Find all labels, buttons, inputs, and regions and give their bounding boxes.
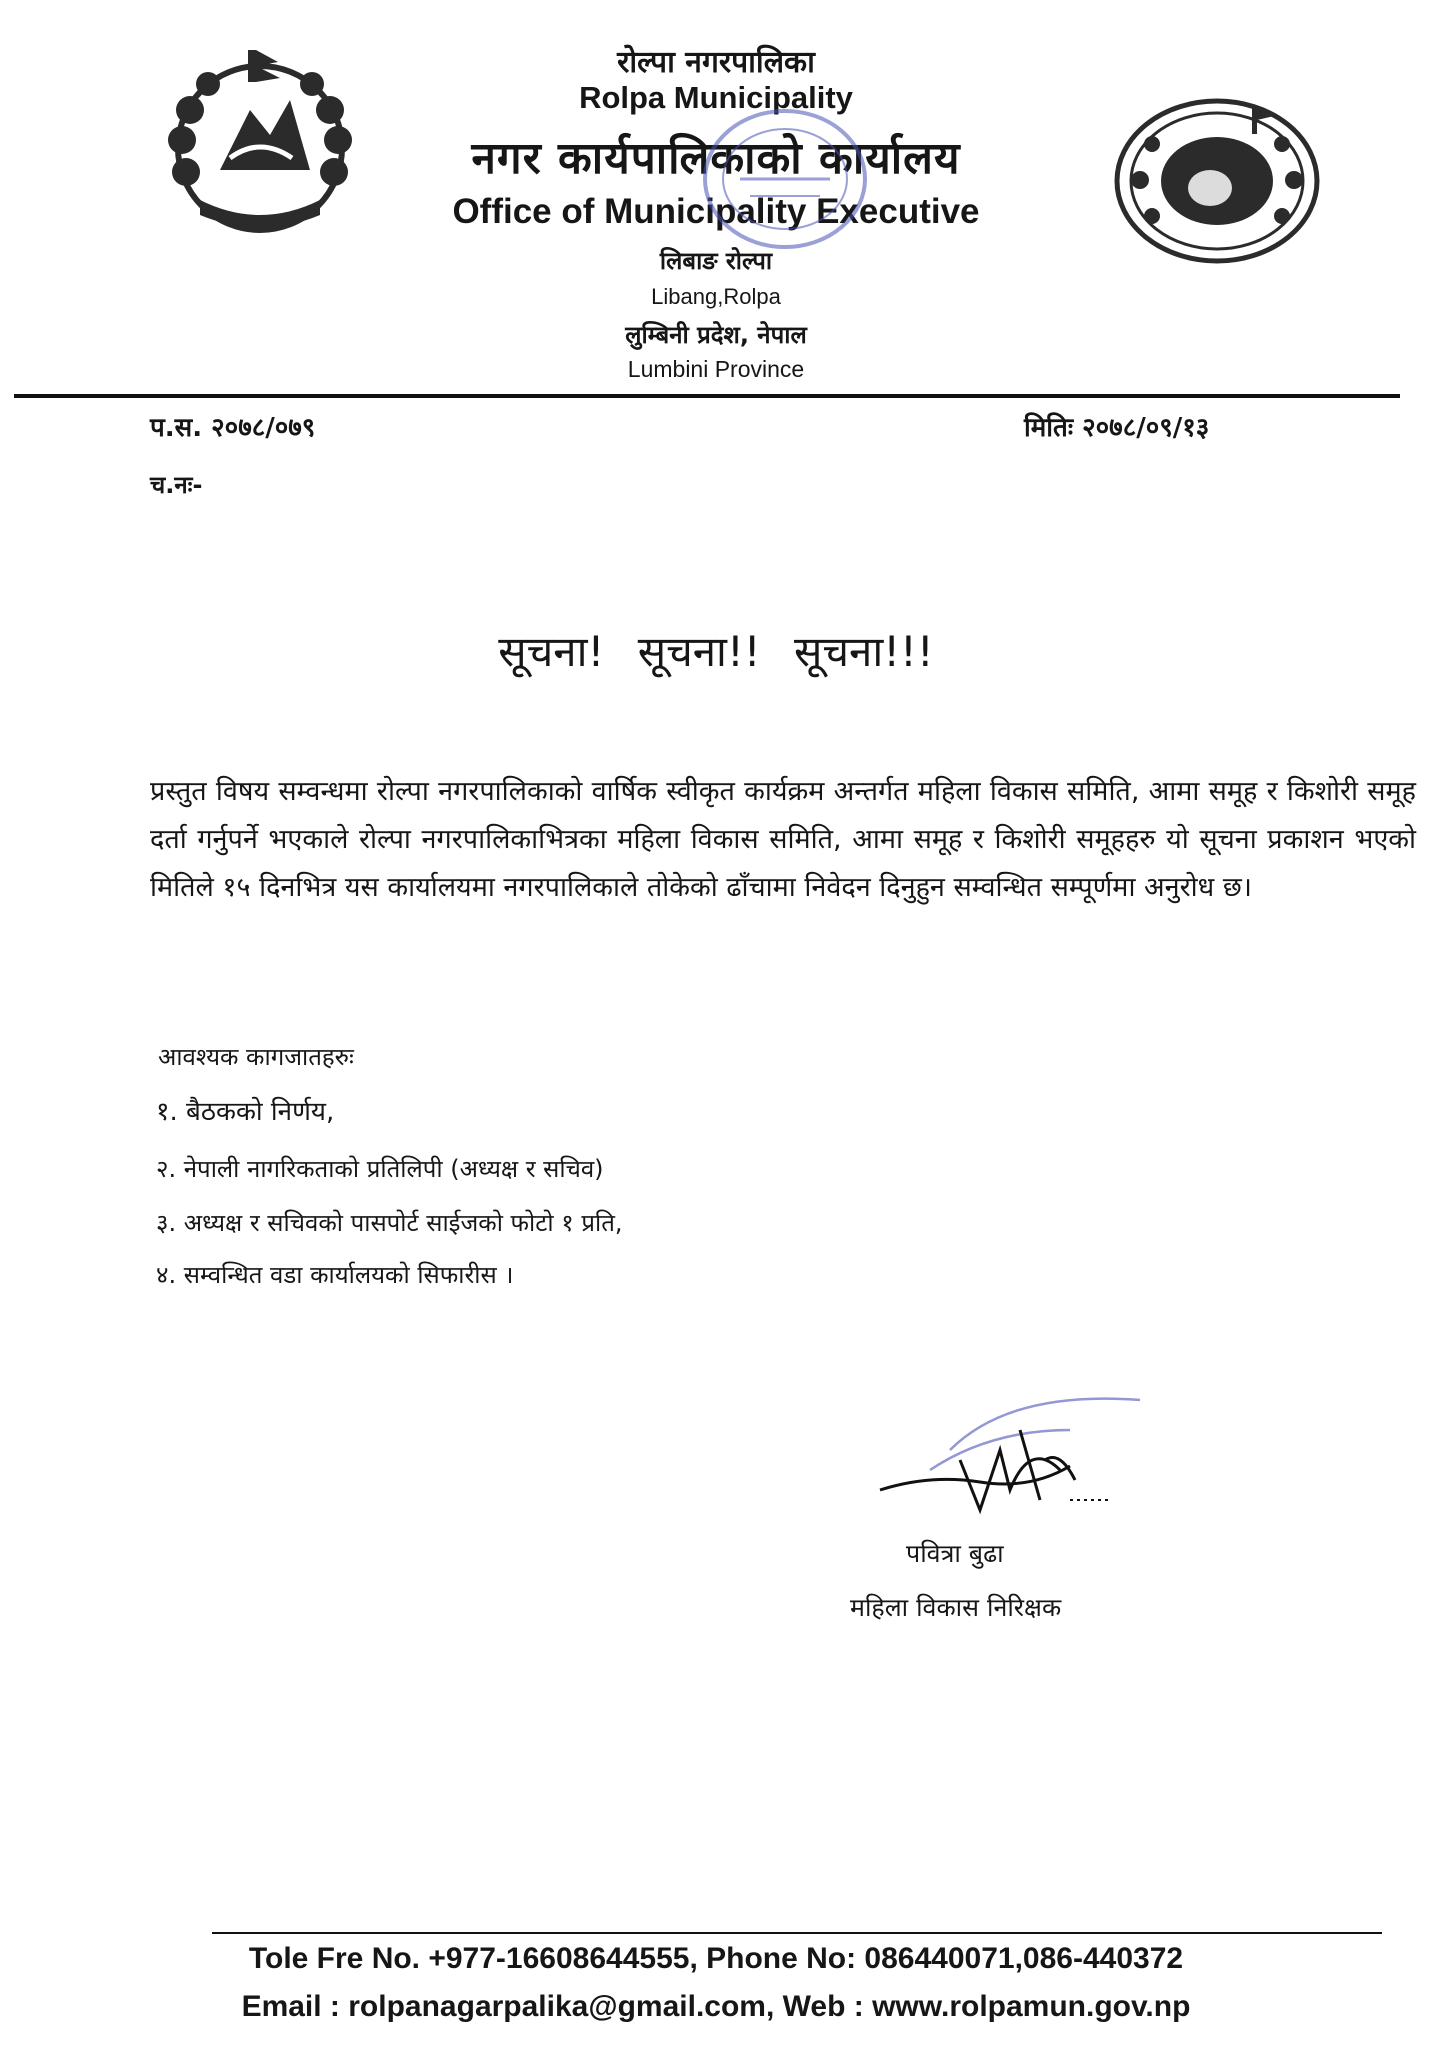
document-item: २. नेपाली नागरिकताको प्रतिलिपी (अध्यक्ष र सचिव): [156, 1155, 604, 1183]
office-name-np: नगर कार्यपालिकाको कार्यालय: [471, 133, 961, 184]
office-stamp-icon: [700, 104, 870, 254]
dispatch-number: च.नः-: [150, 471, 203, 499]
signatory-designation: महिला विकास निरिक्षक: [850, 1593, 1062, 1622]
letter-number: प.स. २०७८/०७९: [150, 413, 316, 443]
location-np: लिबाङ रोल्पा: [659, 247, 773, 275]
footer-divider: [212, 1932, 1382, 1934]
letter-date: मितिः २०७८/०९/१३: [1024, 413, 1210, 443]
municipality-name-en: Rolpa Municipality: [579, 80, 853, 115]
office-name-en: Office of Municipality Executive: [452, 192, 980, 231]
document-item: ४. सम्वन्धित वडा कार्यालयको सिफारीस ।: [156, 1261, 514, 1289]
location-en: Libang,Rolpa: [651, 284, 781, 309]
notice-body: प्रस्तुत विषय सम्वन्धमा रोल्पा नगरपालिकाको वार्षिक स्वीकृत कार्यक्रम अन्तर्गत महिला विकास समिति, आमा समूह र किशोरी समूह दर्ता गर्नुपर्ने भएकाले रोल्पा नगरपालिकाभित्रका महिला विकास समिति, आमा समूह र किशोरी समूहहरु यो सूचना प्रकाशन भएको मितिले १५ दिनभित्र यस कार्यालयमा नगरपालिकाले तोकेको ढाँचामा निवेदन दिनुहुन सम्वन्धित सम्पूर्णमा अनुरोध छ।: [150, 776, 1416, 903]
municipality-name-np: रोल्पा नगरपालिका: [617, 45, 815, 80]
document-item: १. बैठकको निर्णय,: [156, 1097, 335, 1127]
document-item: ३. अध्यक्ष र सचिवको पासपोर्ट साईजको फोटो १ प्रति,: [156, 1209, 623, 1237]
province-en: Lumbini Province: [627, 356, 805, 382]
documents-title: आवश्यक कागजातहरुः: [158, 1043, 354, 1071]
province-np: लुम्बिनी प्रदेश, नेपाल: [625, 321, 807, 349]
signature-icon: [870, 1370, 1170, 1530]
notice-title: सूचना! सूचना!! सूचना!!!: [498, 627, 934, 676]
signatory-name: पवित्रा बुढा: [906, 1539, 1004, 1568]
footer-contact: Tole Fre No. +977-16608644555, Phone No: 086440071,086-440372: [248, 1942, 1184, 1975]
footer-email-web: Email : rolpanagarpalika@gmail.com, Web : www.rolpamun.gov.np: [241, 1990, 1191, 2023]
header-divider: [14, 394, 1400, 398]
